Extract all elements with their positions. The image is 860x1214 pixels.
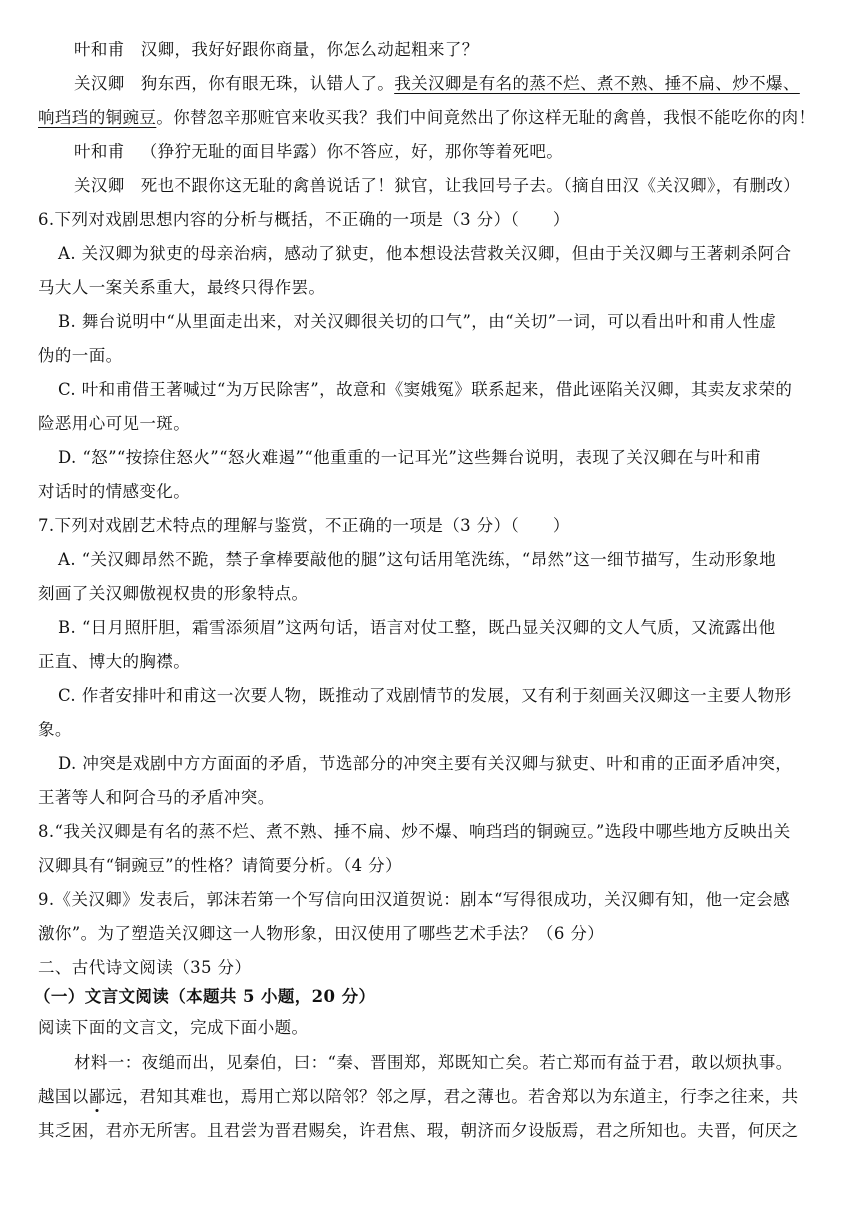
question-6-stem: 6.下列对戏剧思想内容的分析与概括，不正确的一项是（3 分）（ ） [38, 210, 570, 229]
section-title: 二、古代诗文阅读（35 分） [38, 958, 252, 977]
dialogue: 狗东西，你有眼无珠，认错人了。 [140, 74, 395, 93]
drama-line-2 [74, 72, 800, 96]
q7-option-a: A. “关汉卿昂然不跪，禁子拿棒要敲他的腿”这句话用笔洗练，“昂然”这一细节描写，生动形象地 [58, 550, 777, 569]
drama-line-1 [74, 38, 479, 62]
q6-option-d: D. “怒”“按捺住怒火”“怒火难遏”“他重重的一记耳光”这些舞台说明，表现了关汉卿在与叶和甫 [58, 448, 762, 467]
drama-line-5 [74, 174, 800, 198]
q7-option-d-cont: 王著等人和阿合马的矛盾冲突。 [38, 788, 275, 807]
question-7-stem: 7.下列对戏剧艺术特点的理解与鉴赏，不正确的一项是（3 分）（ ） [38, 516, 570, 535]
q6-option-c: C. 叶和甫借王著喊过“为万民除害”，故意和《窦娥冤》联系起来，借此诬陷关汉卿，其卖友求荣的 [58, 380, 793, 399]
dialogue: 。你替忽辛那赃官来收买我？我们中间竟然出了你这样无耻的禽兽，我恨不能吃你的肉！ [156, 108, 816, 127]
q7-option-b-cont: 正直、博大的胸襟。 [38, 652, 191, 671]
q7-option-d: D. 冲突是戏剧中方方面面的矛盾，节选部分的冲突主要有关汉卿与狱吏、叶和甫的正面矛盾冲突， [58, 754, 793, 773]
material-1-line-2 [38, 1085, 799, 1109]
q7-option-c-cont: 象。 [38, 720, 72, 739]
q6-option-a: A. 关汉卿为狱吏的母亲治病，感动了狱吏，他本想设法营救关汉卿，但由于关汉卿与王著刺杀阿合 [58, 244, 792, 263]
instruction: 阅读下面的文言文，完成下面小题。 [38, 1018, 309, 1037]
underlined-quote: 响珰珰的铜豌豆 [38, 108, 157, 127]
q7-option-b: B. “日月照肝胆，霜雪添须眉”这两句话，语言对仗工整，既凸显关汉卿的文人气质，又流露出他 [58, 618, 776, 637]
dialogue: 死也不跟你这无耻的禽兽说话了！狱官，让我回号子去。（摘自田汉《关汉卿》，有删改） [140, 176, 801, 195]
text-segment: 越国以 [38, 1087, 89, 1106]
material-1-line-1: 材料一：夜缒而出，见秦伯，曰：“秦、晋围郑，郑既知亡矣。若亡郑而有益于君，敢以烦执事。 [74, 1053, 793, 1072]
speaker: 关汉卿 [74, 74, 125, 93]
q6-option-b: B. 舞台说明中“从里面走出来，对关汉卿很关切的口气”，由“关切”一词，可以看出叶和甫人性虚 [58, 312, 777, 331]
question-8-line-2: 汉卿具有“铜豌豆”的性格？请简要分析。（4 分） [38, 856, 402, 875]
subsection-title: （一）文言文阅读（本题共 5 小题，20 分） [34, 987, 376, 1006]
drama-line-3 [38, 106, 815, 130]
speaker: 叶和甫 [74, 40, 125, 59]
q6-option-d-cont: 对话时的情感变化。 [38, 482, 191, 501]
q6-option-c-cont: 险恶用心可见一斑。 [38, 414, 191, 433]
speaker: 叶和甫 [74, 142, 125, 161]
material-1-line-3: 其乏困，君亦无所害。且君尝为晋君赐矣，许君焦、瑕，朝济而夕设版焉，君之所知也。夫晋，何厌之 [38, 1121, 799, 1140]
text-segment: 远，君知其难也，焉用亡郑以陪邻？邻之厚，君之薄也。若舍郑以为东道主，行李之往来，共 [105, 1087, 799, 1106]
drama-line-4 [74, 140, 563, 164]
q6-option-a-cont: 马大人一案关系重大，最终只得作罢。 [38, 278, 326, 297]
q7-option-a-cont: 刻画了关汉卿傲视权贵的形象特点。 [38, 584, 309, 603]
q7-option-c: C. 作者安排叶和甫这一次要人物，既推动了戏剧情节的发展，又有利于刻画关汉卿这一主要人物形 [58, 686, 792, 705]
dialogue: （狰狞无耻的面目毕露）你不答应，好，那你等着死吧。 [140, 142, 564, 161]
q6-option-b-cont: 伪的一面。 [38, 346, 123, 365]
question-8-line-1: 8.“我关汉卿是有名的蒸不烂、煮不熟、捶不扁、炒不爆、响珰珰的铜豌豆。”选段中哪些地方反映出关 [38, 822, 791, 841]
dialogue: 汉卿，我好好跟你商量，你怎么动起粗来了？ [140, 40, 479, 59]
speaker: 关汉卿 [74, 176, 125, 195]
underlined-quote: 我关汉卿是有名的蒸不烂、煮不熟、捶不扁、炒不爆、 [394, 74, 800, 93]
question-9-line-1: 9.《关汉卿》发表后，郭沫若第一个写信向田汉道贺说：剧本“写得很成功，关汉卿有知，他一定会感 [38, 890, 791, 909]
question-9-line-2: 激你”。为了塑造关汉卿这一人物形象，田汉使用了哪些艺术手法？（6 分） [38, 924, 605, 943]
emphasis-dot-char: 鄙 [88, 1087, 106, 1106]
